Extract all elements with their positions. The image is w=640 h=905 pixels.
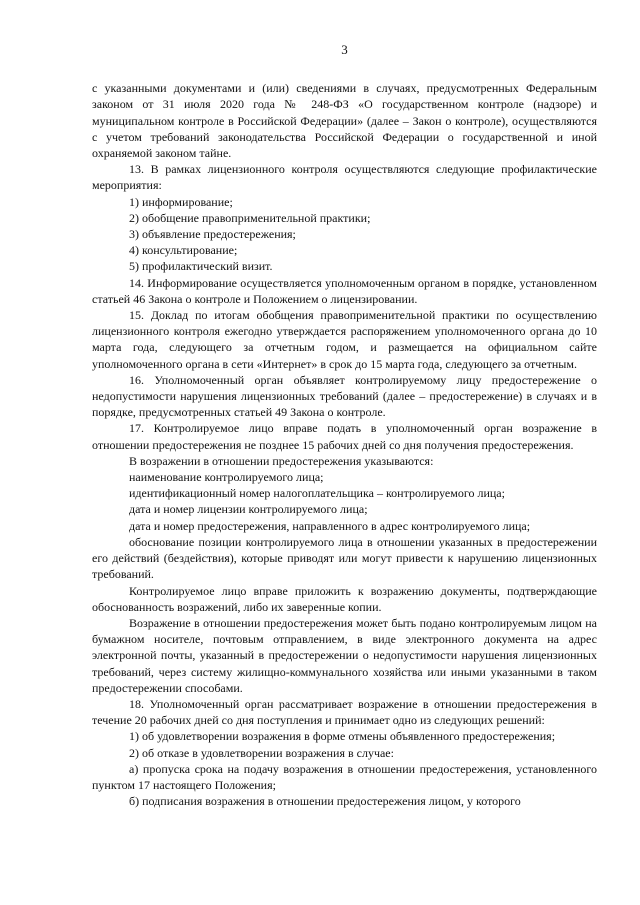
paragraph: 1) об удовлетворении возражения в форме отмены объявленного предостережения; bbox=[129, 729, 556, 744]
paragraph: 2) обобщение правоприменительной практики; bbox=[129, 210, 371, 225]
paragraph: дата и номер предостережения, направленного в адрес контролируемого лица; bbox=[129, 518, 531, 533]
paragraph: а) пропуска срока на подачу возражения в отношении предостережения, установленного пунктом 17 настоящего Положения; bbox=[92, 761, 597, 792]
paragraph: 18. Уполномоченный орган рассматривает возражение в отношении предостережения в течение 20 рабочих дней со дня поступления и принимает одно из следующих решений: bbox=[92, 696, 597, 728]
paragraph: 5) профилактический визит. bbox=[129, 259, 273, 274]
paragraph: 2) об отказе в удовлетворении возражения в случае: bbox=[129, 745, 394, 760]
paragraph: 3) объявление предостережения; bbox=[129, 227, 296, 242]
paragraph: 17. Контролируемое лицо вправе подать в уполномоченный орган возражение в отношении предостережения не позднее 15 рабочих дней со дня получения предостережения. bbox=[92, 421, 597, 452]
page-number: 3 bbox=[341, 42, 348, 57]
paragraph: Возражение в отношении предостережения может быть подано контролируемым лицом на бумажном носителе, почтовым отправлением, в виде электронного документа на адрес электронной почты, указанный в предостережении о недопустимости нарушения лицензионных требований, через систему жилищно-коммунального хозяйства или иными указанными в таком предостережении способами. bbox=[92, 615, 597, 695]
document-page bbox=[92, 42, 597, 809]
paragraph: дата и номер лицензии контролируемого лица; bbox=[129, 502, 368, 517]
paragraph: 1) информирование; bbox=[129, 194, 233, 209]
paragraph: б) подписания возражения в отношении предостережения лицом, у которого bbox=[129, 794, 521, 809]
paragraph: с указанными документами и (или) сведениями в случаях, предусмотренных Федеральным законом от 31 июля 2020 года № 248-ФЗ «О государственном контроле (надзоре) и муниципальном контроле в Российской Федерации» (далее – Закон о контроле), осуществляются с учетом требований законодательства Российской Федерации о государственной и иной охраняемой законом тайне. bbox=[92, 81, 597, 161]
paragraph: наименование контролируемого лица; bbox=[129, 470, 324, 485]
paragraph: Контролируемое лицо вправе приложить к возражению документы, подтверждающие обоснованность возражений, либо их заверенные копии. bbox=[92, 583, 597, 614]
paragraph: 14. Информирование осуществляется уполномоченным органом в порядке, установленном статьей 46 Закона о контроле и Положением о лицензировании. bbox=[92, 275, 597, 306]
paragraph: идентификационный номер налогоплательщика – контролируемого лица; bbox=[129, 486, 505, 501]
paragraph: 4) консультирование; bbox=[129, 243, 238, 258]
document-body bbox=[92, 80, 597, 809]
paragraph: 16. Уполномоченный орган объявляет контролируемому лицу предостережение о недопустимости нарушения лицензионных требований (далее – предостережение) в случаях и в порядке, предусмотренных статьей 49 Закона о контроле. bbox=[92, 372, 597, 420]
paragraph: В возражении в отношении предостережения указываются: bbox=[129, 453, 434, 468]
paragraph: 13. В рамках лицензионного контроля осуществляются следующие профилактические мероприятия: bbox=[92, 162, 597, 193]
paragraph: обоснование позиции контролируемого лица в отношении указанных в предостережении его действий (бездействия), которые приводят или могут привести к нарушению лицензионных требований. bbox=[92, 534, 597, 582]
paragraph: 15. Доклад по итогам обобщения правоприменительной практики по осуществлению лицензионного контроля ежегодно утверждается распоряжением уполномоченного органа до 10 марта года, следующего за отчетным годом, и размещается на официальном сайте уполномоченного органа в сети «Интернет» в срок до 15 марта года, следующего за отчетным. bbox=[92, 308, 597, 371]
